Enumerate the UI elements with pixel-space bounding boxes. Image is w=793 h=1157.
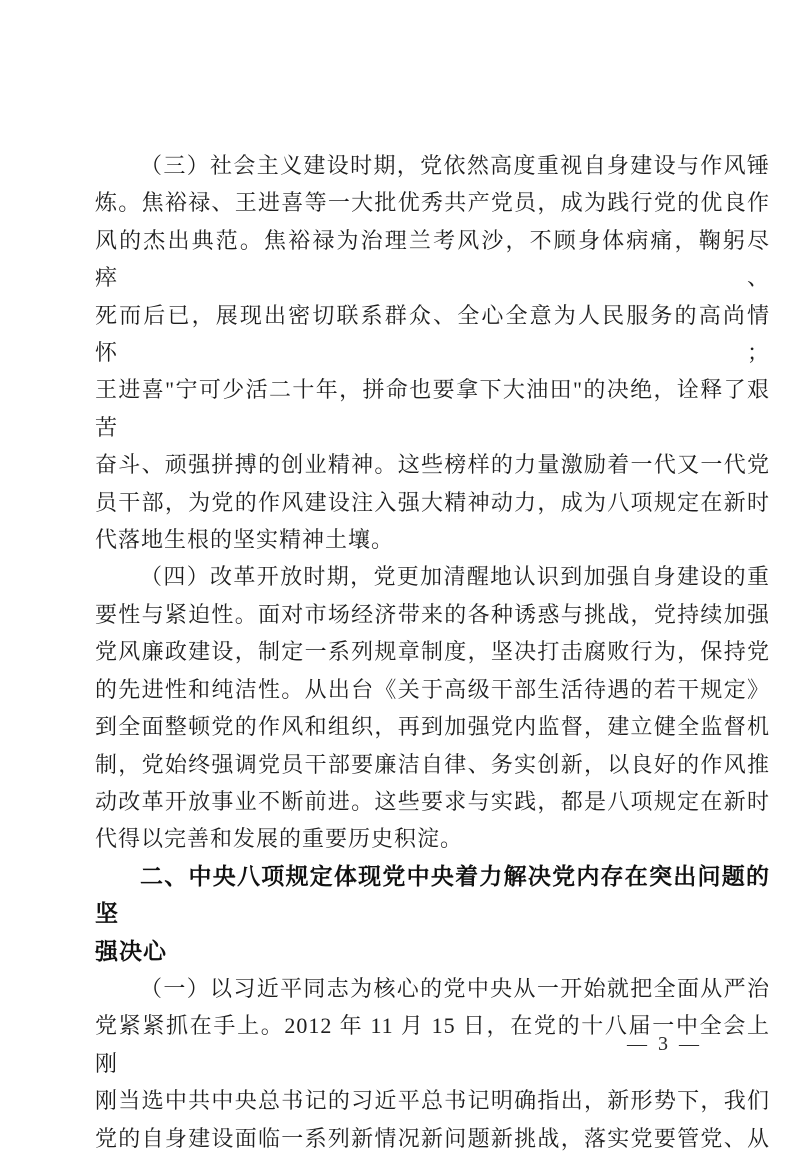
paragraph-section-1 (95, 970, 770, 1157)
text-line: 死而后已，展现出密切联系群众、全心全意为人民服务的高尚情怀； (95, 302, 770, 366)
paragraph-section-3 (95, 147, 770, 558)
text-line: （四）改革开放时期，党更加清醒地认识到加强自身建设的重 (140, 564, 770, 590)
text-line: 炼。焦裕禄、王进喜等一大批优秀共产党员，成为践行党的优良作 (95, 190, 770, 216)
heading-line: 强决心 (95, 937, 167, 964)
text-line: 员干部，为党的作风建设注入强大精神动力，成为八项规定在新时 (95, 489, 770, 515)
text-line: 刚当选中共中央总书记的习近平总书记明确指出，新形势下，我们 (95, 1088, 770, 1114)
paragraph-section-4 (95, 558, 770, 857)
text-line: 要性与紧迫性。面对市场经济带来的各种诱惑与挑战，党持续加强 (95, 601, 770, 627)
text-line: 动改革开放事业不断前进。这些要求与实践，都是八项规定在新时 (95, 788, 770, 814)
section-heading-2 (95, 858, 770, 970)
text-line: （三）社会主义建设时期，党依然高度重视自身建设与作风锤 (140, 153, 770, 178)
text-line: （一）以习近平同志为核心的党中央从一开始就把全面从严治 (140, 975, 770, 1001)
text-line: 奋斗、顽强拼搏的创业精神。这些榜样的力量激励着一代又一代党 (95, 452, 770, 478)
text-line: 党紧紧抓在手上。2012 年 11 月 15 日，在党的十八届一中全会上刚 (95, 1013, 770, 1076)
page-footer (627, 1030, 699, 1058)
page-number: — 3 — (627, 1033, 699, 1055)
document-body (95, 147, 770, 1157)
text-line: 王进喜"宁可少活二十年，拼命也要拿下大油田"的决绝，诠释了艰苦 (95, 377, 770, 440)
text-line: 党的自身建设面临一系列新情况新问题新挑战，落实党要管党、从 (95, 1125, 770, 1151)
heading-line: 二、中央八项规定体现党中央着力解决党内存在突出问题的坚 (95, 862, 770, 927)
text-line: 到全面整顿党的作风和组织，再到加强党内监督，建立健全监督机 (95, 714, 770, 740)
text-line: 代落地生根的坚实精神土壤。 (95, 527, 395, 553)
text-line: 风的杰出典范。焦裕禄为治理兰考风沙，不顾身体病痛，鞠躬尽瘁、 (95, 227, 770, 291)
text-line: 制，党始终强调党员干部要廉洁自律、务实创新，以良好的作风推 (95, 751, 770, 777)
text-line: 的先进性和纯洁性。从出台《关于高级干部生活待遇的若干规定》 (95, 676, 770, 702)
text-line: 代得以完善和发展的重要历史积淀。 (95, 826, 464, 852)
text-line: 党风廉政建设，制定一系列规章制度，坚决打击腐败行为，保持党 (95, 639, 770, 665)
